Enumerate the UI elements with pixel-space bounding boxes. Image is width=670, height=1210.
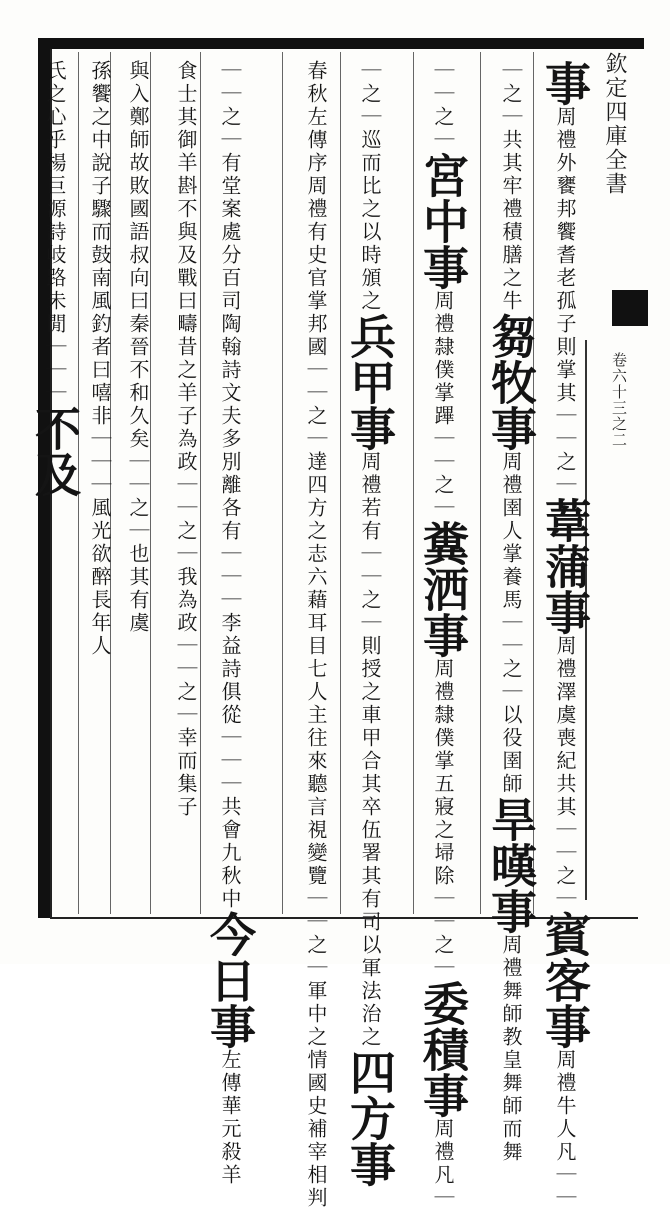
text-column-8 [116,60,150,910]
annotation-text: 周禮圉人掌養馬｜｜之｜以役圉師 [499,451,523,796]
heading-term: 委積事 [416,980,470,1118]
text-column-4 [343,60,397,1187]
heading-term: 芻牧事 [484,313,538,451]
annotation-text: 周禮凡｜ [431,1118,455,1210]
text-column-2 [484,60,538,1164]
heading-term: 不及 [28,405,82,497]
column-divider [340,52,341,914]
annotation-text: ｜｜之｜ [431,60,455,152]
column-divider [413,52,414,914]
top-border [40,38,644,49]
annotation-text: ｜｜之｜有堂案處分百司陶翰詩文夫多別離各有｜｜｜李益詩俱從｜｜｜共會九秋中 [218,60,242,911]
annotation-text: 周禮牛人凡｜｜ [553,1049,577,1210]
text-column-1 [538,60,592,1210]
annotation-text: 孫饗之中說子驟而鼓南風釣者曰嘻非｜｜｜風光欲醉長年人 [88,60,112,658]
annotation-text: 左傳華元殺羊 [218,1049,242,1187]
text-column-7 [158,60,198,910]
annotation-text: 氏之心乎楊巨源詩岐路未閒｜｜｜ [43,60,67,405]
annotation-text: 周禮外饔邦饗耆老孤子則掌其｜｜之｜ [553,106,577,497]
heading-term: 兵甲事 [343,313,397,451]
fishtail-mark [612,290,648,326]
annotation-text: ｜之｜巡而比之以時頒之 [358,60,382,313]
column-divider [282,52,283,914]
column-divider [150,52,151,914]
heading-term: 事 [538,60,592,106]
volume-label: 卷六十三之二 [610,352,628,448]
text-column-5 [288,60,328,1210]
heading-term: 今日事 [203,911,257,1049]
heading-term: 賓客事 [538,911,592,1049]
text-column-3 [416,60,470,1210]
text-column-9 [82,60,112,910]
annotation-text: 春秋左傳序周禮有史官掌邦國｜｜之｜達四方之志六藉耳目七人主往來聽言視變覽｜｜之｜軍中之情國史補宰相判 [304,60,328,1210]
annotation-text: 周禮舞師教皇舞師而舞 [499,934,523,1164]
annotation-text: 食士其御羊斟不與及戰曰疇昔之羊子為政｜｜之｜我為政｜｜之｜幸而集子 [174,60,198,819]
annotation-text: 周禮隸僕掌蹕｜｜之｜ [431,290,455,520]
annotation-text: 周禮隸僕掌五寢之埽除｜｜之｜ [431,658,455,980]
annotation-text: 與入鄭師故敗國語叔向曰秦晉不和久矣｜｜之｜也其有虞 [126,60,150,635]
heading-term: 四方事 [343,1049,397,1187]
annotation-text: ｜之｜共其牢禮積膳之牛 [499,60,523,313]
heading-term: 宮中事 [416,152,470,290]
column-divider [200,52,201,914]
heading-term: 旱暵事 [484,796,538,934]
annotation-text: 周禮若有｜｜之｜則授之車甲合其卒伍署其有司以軍法治之 [358,451,382,1049]
book-title: 欽定四庫全書 [602,52,627,196]
annotation-text: 周禮澤虞喪紀共其｜｜之｜ [553,635,577,911]
text-column-6 [203,60,257,1187]
text-column-10 [28,60,82,910]
heading-term: 葦蒲事 [538,497,592,635]
column-divider [480,52,481,914]
heading-term: 糞洒事 [416,520,470,658]
